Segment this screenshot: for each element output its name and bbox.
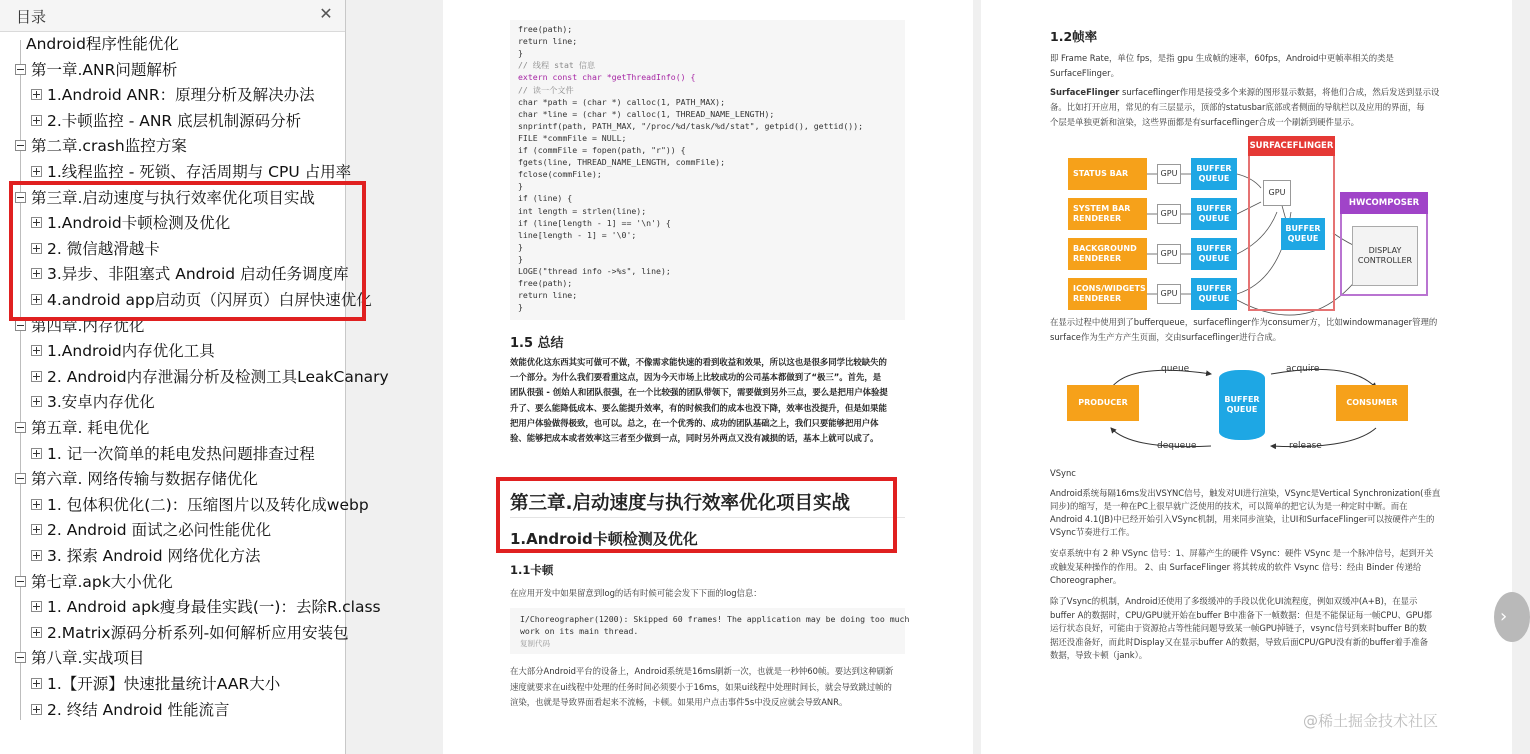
buffer-queue-node: BUFFER QUEUE <box>1281 218 1325 250</box>
expand-icon[interactable] <box>31 371 42 382</box>
toc-item-label: 第一章.ANR问题解析 <box>31 60 178 79</box>
flow-label-release: release <box>1289 441 1322 451</box>
surfaceflinger-lead: SurfaceFlinger <box>1050 87 1120 97</box>
document-page-left <box>443 0 973 754</box>
gpu-node: GPU <box>1157 244 1181 264</box>
expand-icon[interactable] <box>31 524 42 535</box>
toc-item-label: 2. 微信越滑越卡 <box>47 239 160 258</box>
text-line: LOGE("thread info ->%s", line); <box>518 266 671 276</box>
expand-icon[interactable] <box>31 345 42 356</box>
text-line: 运行状态良好，可能由于资源抢占等性能问题导致某一帧GPU掉链子，vsync信号到来时buffer B的数 <box>1050 623 1427 633</box>
text-line: if (line[length - 1] == '\n') { <box>518 217 671 228</box>
text-line: } <box>518 241 523 252</box>
toc-item-label: 2. Android 面试之必问性能优化 <box>47 521 272 540</box>
text-line: } <box>518 181 523 192</box>
document-page-right <box>981 0 1512 754</box>
toc-item[interactable] <box>31 544 261 568</box>
toc-item-label: 1.Android卡顿检测及优化 <box>47 214 231 233</box>
buffer-queue-node: BUFFER QUEUE <box>1191 198 1237 230</box>
text-line: 团队很强 - 创始人和团队很强，在一个比较强的团队带领下，需要做到另外三点，要么是把用户体验提 <box>510 387 888 398</box>
toc-item[interactable] <box>15 570 173 594</box>
text-line: extern const char *getThreadInfo() { <box>518 72 696 83</box>
toc-item[interactable] <box>15 134 187 158</box>
toc-item[interactable] <box>31 390 155 414</box>
text-line: char *line = (char *) calloc(1, THREAD_NAME_LENGTH); <box>518 108 775 119</box>
gpu-node: GPU <box>1157 204 1181 224</box>
source-status-bar: STATUS BAR <box>1068 158 1147 190</box>
text-line: fclose(commFile); <box>518 169 602 180</box>
expand-icon[interactable] <box>31 115 42 126</box>
text-line: if (line) { <box>518 193 573 204</box>
toc-item-label: 第五章. 耗电优化 <box>31 419 150 437</box>
text-line: VSync节奏进行工作。 <box>1050 527 1135 537</box>
text-line: 速度就要求在ui线程中处理的任务时间必须要小于16ms，如果ui线程中处理时间长，就会导致跳过帧的 <box>510 681 892 692</box>
text-line: return line; <box>518 36 578 47</box>
chapter-title: 第三章.启动速度与执行效率优化项目实战 <box>510 493 851 514</box>
log-intro: 在应用开发中如果留意到log的话有时候可能会发下下面的log信息： <box>510 588 762 598</box>
text-line: I/Choreographer(1200): Skipped 60 frames! The application may be doing too much <box>520 614 910 624</box>
text-line: snprintf(path, PATH_MAX, "/proc/%d/task/%d/stat", getpid(), gettid()); <box>518 120 864 131</box>
toc-item-label: 1.【开源】快速批量统计AAR大小 <box>47 675 281 693</box>
expand-icon[interactable] <box>31 550 42 561</box>
text-line: } <box>518 48 523 59</box>
sf-line: 备。比如打开应用，常见的有三层显示，顶部的statusbar底部或者侧面的导航栏以及应用的界面，每 <box>1050 102 1425 112</box>
source-system-bar: SYSTEM BAR RENDERER <box>1068 198 1147 230</box>
toc-item-label: 1.Android内存优化工具 <box>47 342 215 361</box>
text-line: buffer A的数据时，CPU/GPU就开始在buffer B中准备下一帧数据：但是不能保证每一帧CPU、GPU都 <box>1050 609 1432 620</box>
log-code-block <box>510 608 910 654</box>
text-line: free(path); <box>518 24 573 34</box>
text-line: 除了Vsync的机制，Android还使用了多级缓冲的手段以优化UI流程度，例如双缓冲(A+B)，在显示 <box>1050 596 1418 606</box>
toc-item[interactable] <box>15 467 258 491</box>
surfaceflinger-header: SURFACEFLINGER <box>1248 136 1335 156</box>
display-controller: DISPLAY CONTROLLER <box>1352 226 1418 286</box>
text-line: } <box>518 302 523 313</box>
text-line: 效能优化这东西其实可做可不做，不像需求能快速的看到收益和效果，所以这也是很多同学比较缺失的 <box>510 357 887 367</box>
text-line: fgets(line, THREAD_NAME_LENGTH, commFile); <box>518 157 726 168</box>
text-line: int length = strlen(line); <box>518 205 647 216</box>
toc-item-label: 1. Android apk瘦身最佳实践(一)：去除R.class <box>47 598 381 617</box>
collapse-icon[interactable] <box>15 473 26 484</box>
toc-item[interactable] <box>15 416 149 440</box>
expand-icon[interactable] <box>31 678 42 689</box>
toc-item[interactable] <box>15 58 177 82</box>
copy-code-link[interactable]: 复制代码 <box>520 639 550 648</box>
consumer-node: CONSUMER <box>1336 385 1408 421</box>
chevron-right-icon[interactable]: › <box>1494 592 1530 642</box>
text-line: 安卓系统中有 2 种 VSync 信号：1、屏幕产生的硬件 VSync：硬件 VSync 是一个脉冲信号，起到开关 <box>1050 548 1434 558</box>
collapse-icon[interactable] <box>15 652 26 663</box>
source-icons-widgets: ICONS/WIDGETS RENDERER <box>1068 278 1147 310</box>
collapse-icon[interactable] <box>15 576 26 587</box>
text-line: if (commFile = fopen(path, "r")) { <box>518 145 686 155</box>
toc-item-label: 2. Android内存泄漏分析及检测工具LeakCanary <box>47 367 389 386</box>
producer-node: PRODUCER <box>1067 385 1139 421</box>
hwcomposer-header: HWCOMPOSER <box>1340 192 1428 214</box>
section-title: 1.Android卡顿检测及优化 <box>510 530 698 548</box>
collapse-icon[interactable] <box>15 422 26 433</box>
toc-item[interactable] <box>31 672 280 696</box>
toc-item-label: 3.安卓内存优化 <box>47 393 155 412</box>
toc-item-label: 3.异步、非阻塞式 Android 启动任务调度库 <box>47 265 349 284</box>
text-line: 数据，导致卡顿（jank）。 <box>1050 650 1148 660</box>
text-line: Android系统每隔16ms发出VSYNC信号，触发对UI进行渲染，VSync是Vertical Synchronization(垂直 <box>1050 488 1441 498</box>
gpu-node: GPU <box>1263 180 1291 206</box>
text-line: // 线程 stat 信息 <box>518 60 596 71</box>
text-line: Android 4.1(JB)中已经开始引入VSync机制，用来同步渲染，让UI和SurfaceFlinger可以按硬件产生的 <box>1050 514 1435 524</box>
expand-icon[interactable] <box>31 89 42 100</box>
expand-icon[interactable] <box>31 499 42 510</box>
text-line: 即 Frame Rate，单位 fps，是指 gpu 生成帧的速率，60fps，Android中更帧率相关的类是 <box>1050 53 1394 63</box>
toc-item-label: 第七章.apk大小优化 <box>31 572 173 591</box>
text-line: 一个部分。为什么我们要看重这点，因为今天市场上比较成功的公司基本都做到了“极三”。首先，是 <box>510 372 882 383</box>
code-block <box>510 20 905 320</box>
text-line: 据还没准备好，而此时Display又在显示buffer A的数据，导致后面CPU/GPU没有新的buffer着手准备 <box>1050 636 1429 647</box>
toc-item-label: 2. 终结 Android 性能流言 <box>47 700 230 719</box>
flow-buffer-queue: BUFFER QUEUE <box>1219 370 1265 440</box>
diagram-arrows <box>981 130 1512 330</box>
text-line: SurfaceFlinger。 <box>1050 68 1119 78</box>
gpu-node: GPU <box>1157 164 1181 184</box>
sf-line: surfaceflinger作用是接受多个来源的图形显示数据，将他们合成，然后发送到显示设 <box>1119 87 1440 97</box>
text-line: Choreographer。 <box>1050 575 1122 585</box>
expand-icon[interactable] <box>31 448 42 459</box>
toc-item[interactable] <box>15 646 144 670</box>
toc-item-label: 第二章.crash监控方案 <box>31 137 187 156</box>
toc-item-label: 第六章. 网络传输与数据存储优化 <box>31 470 258 489</box>
toc-item-label: 2.卡顿监控 - ANR 底层机制源码分析 <box>47 111 302 130</box>
text-line: 渲染，也就是导致界面看起来不流畅，卡顿。如果用户点击事件5s中没反应就会导致ANR。 <box>510 697 848 707</box>
toc-item-label: 第三章.启动速度与执行效率优化项目实战 <box>31 188 315 207</box>
buffer-queue-node: BUFFER QUEUE <box>1191 158 1237 190</box>
toc-item-label: 1. 包体积优化(二)：压缩图片以及转化成webp <box>47 495 369 514</box>
toc-item-label: 1.线程监控 - 死锁、存活周期与 CPU 占用率 <box>47 163 352 181</box>
subsection-title: 1.1卡顿 <box>510 563 554 577</box>
toc-item[interactable] <box>31 518 271 542</box>
toc-item[interactable] <box>31 621 349 645</box>
gpu-node: GPU <box>1157 284 1181 304</box>
toc-item[interactable] <box>31 83 315 107</box>
close-icon[interactable]: ✕ <box>319 4 333 23</box>
expand-icon[interactable] <box>31 601 42 612</box>
expand-icon[interactable] <box>31 396 42 407</box>
text-line: 同步)的缩写，是一种在PC上很早就广泛使用的技术，可以简单的把它认为是一种定时中断。而在 <box>1050 501 1408 511</box>
toc-item[interactable] <box>31 365 389 389</box>
text-line: char *path = (char *) calloc(1, PATH_MAX); <box>518 96 726 107</box>
text-line: 在大部分Android平台的设备上，Android系统是16ms刷新一次，也就是一秒钟60帧。要达到这种刷新 <box>510 666 894 676</box>
vsync-label: VSync <box>1050 468 1076 478</box>
text-line: } <box>518 253 523 264</box>
toc-item-label: 第四章.内存优化 <box>31 316 145 335</box>
toc-item-label: 4.android app启动页（闪屏页）白屏快速优化 <box>47 291 372 309</box>
collapse-icon[interactable] <box>15 140 26 151</box>
flow-label-queue: queue <box>1161 364 1190 374</box>
surfaceflinger-paragraph <box>1050 85 1502 130</box>
text-line: 升了、要么能降低成本、要么能提升效率，有的时候我们的成本也没下降，效率也没提升，但是如果能 <box>510 402 887 413</box>
toc-item[interactable] <box>31 698 230 722</box>
toc-item-label: 1.Android ANR：原理分析及解决办法 <box>47 86 315 105</box>
toc-item-label: 3. 探索 Android 网络优化方法 <box>47 547 261 565</box>
text-line: line[length - 1] = '\0'; <box>518 229 637 240</box>
expand-icon[interactable] <box>31 166 42 177</box>
summary-heading: 1.5 总结 <box>510 336 564 351</box>
toc-item[interactable] <box>31 595 381 619</box>
text-line: 或触发某种操作的作用。 2、由 SurfaceFlinger 将其转成的软件 Vsync 信号：经由 Binder 传递给 <box>1050 561 1422 572</box>
toc-item-label: 2.Matrix源码分析系列-如何解析应用安装包 <box>47 623 349 642</box>
sidebar-title: 目录 <box>16 8 47 26</box>
text-line: // 读一个文件 <box>518 84 574 95</box>
text-line: free(path); <box>518 278 573 289</box>
toc-item[interactable] <box>31 442 315 466</box>
text-line: work on its main thread. <box>520 626 639 636</box>
collapse-icon[interactable] <box>15 320 26 331</box>
flow-label-acquire: acquire <box>1286 364 1320 374</box>
expand-icon[interactable] <box>31 704 42 715</box>
text-line: 把用户体验做得极致，也可以。总之，在一个优秀的、成功的团队基础之上，我们只要能够把用户体 <box>510 417 879 428</box>
buffer-queue-node: BUFFER QUEUE <box>1191 278 1237 310</box>
text-line: 在显示过程中使用到了bufferqueue，surfaceflinger作为consumer方，比如windowmanager管理的 <box>1050 317 1438 327</box>
framerate-heading: 1.2帧率 <box>1050 29 1098 44</box>
text-line: FILE *commFile = NULL; <box>518 132 627 143</box>
toc-item[interactable] <box>31 109 301 133</box>
highlight-box <box>9 181 366 321</box>
text-line: surface作为生产方产生页面，交由surfaceflinger进行合成。 <box>1050 332 1282 342</box>
toc-item-label: 1. 记一次简单的耗电发热问题排查过程 <box>47 444 315 463</box>
buffer-queue-node: BUFFER QUEUE <box>1191 238 1237 270</box>
watermark: @稀土掘金技术社区 <box>1303 712 1439 730</box>
toc-item[interactable] <box>31 339 215 363</box>
toc-tree <box>0 32 389 754</box>
toc-item[interactable] <box>26 32 179 56</box>
sidebar-header <box>0 0 345 32</box>
toc-item-label: Android程序性能优化 <box>26 35 179 53</box>
text-line: return line; <box>518 290 578 301</box>
text-line: 验、能够把成本或者效率这三者至少做到一点，同时另外两点又没有减损的话，基本上就可以成了。 <box>510 433 879 443</box>
sf-line: 个层是单独更新和渲染，这些界面都是有surfaceflinger合成一个刷新到硬件显示。 <box>1050 117 1360 127</box>
toc-item[interactable] <box>31 493 369 517</box>
collapse-icon[interactable] <box>15 64 26 75</box>
toc-sidebar <box>0 0 389 754</box>
expand-icon[interactable] <box>31 627 42 638</box>
flow-label-dequeue: dequeue <box>1157 441 1197 451</box>
highlight-box <box>496 477 897 553</box>
source-background: BACKGROUND RENDERER <box>1068 238 1147 270</box>
toc-item-label: 第八章.实战项目 <box>31 649 145 668</box>
